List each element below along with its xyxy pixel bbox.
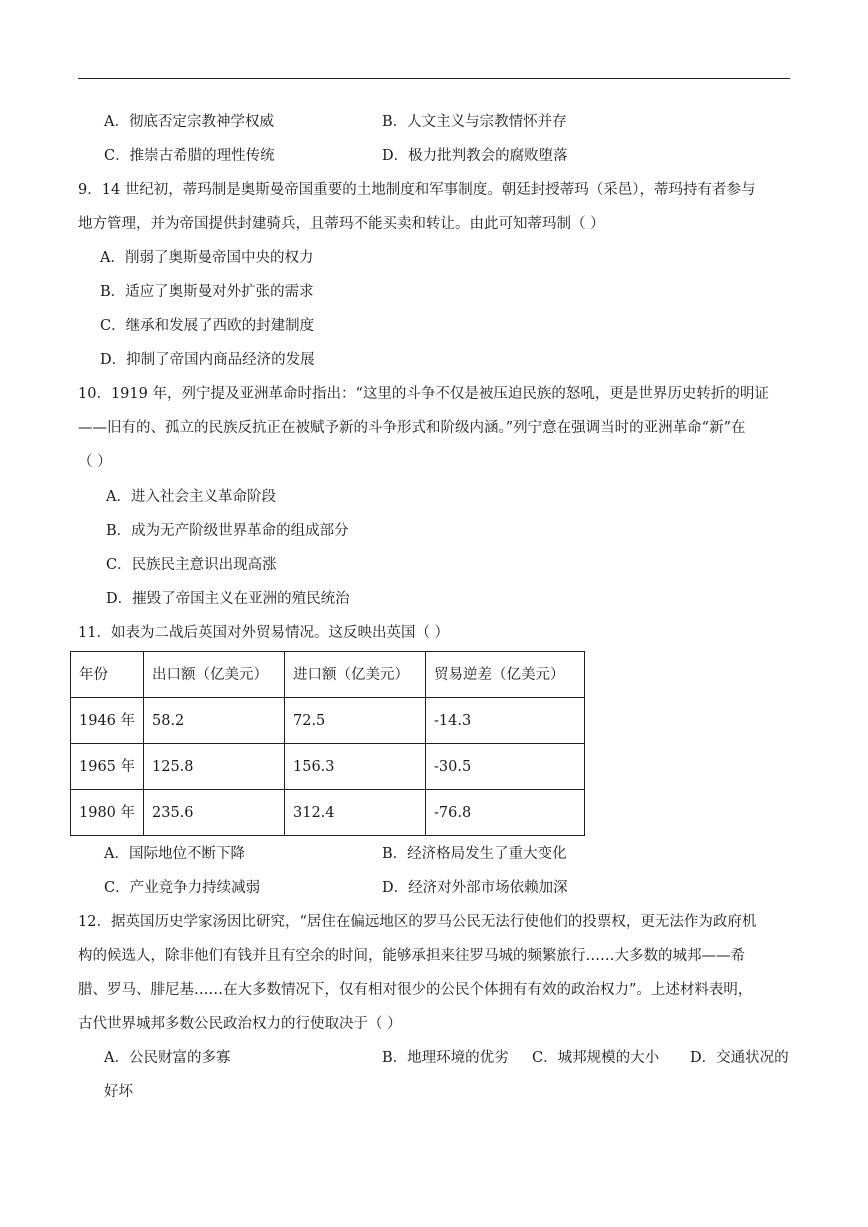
cell-export: 125.8 <box>144 744 285 790</box>
q9-option-c[interactable]: C．继承和发展了西欧的封建制度 <box>100 318 315 334</box>
q11-option-b[interactable]: B．经济格局发生了重大变化 <box>382 846 567 862</box>
cell-year: 1965 年 <box>71 744 144 790</box>
q12-stem-line-1: 12．据英国历史学家汤因比研究，“居住在偏远地区的罗马公民无法行使他们的投票权，更无法作为政府机 <box>78 914 757 930</box>
q12-stem-line-4: 古代世界城邦多数公民政治权力的行使取决于（ ） <box>78 1016 402 1032</box>
table-row <box>71 698 585 744</box>
q10-stem-line-2: ——旧有的、孤立的民族反抗正在被赋予新的斗争形式和阶级内涵。”列宁意在强调当时的亚洲革命“新”在 <box>78 420 746 436</box>
cell-import: 156.3 <box>285 744 426 790</box>
q9-stem-line-2: 地方管理，并为帝国提供封建骑兵，且蒂玛不能买卖和转让。由此可知蒂玛制（ ） <box>78 216 605 232</box>
q10-stem-line-1: 10．1919 年，列宁提及亚洲革命时指出：“这里的斗争不仅是被压迫民族的怒吼，更是世界历史转折的明证 <box>78 386 769 402</box>
q11-option-d[interactable]: D．经济对外部市场依赖加深 <box>382 880 568 896</box>
q12-stem-line-3: 腊、罗马、腓尼基……在大多数情况下，仅有相对很少的公民个体拥有有效的政治权力”。上述材料表明， <box>78 982 753 998</box>
cell-deficit: -76.8 <box>426 790 585 836</box>
cell-export: 58.2 <box>144 698 285 744</box>
trade-table <box>70 651 585 836</box>
q8-option-d[interactable]: D．极力批判教会的腐败堕落 <box>382 148 568 164</box>
q12-option-c[interactable]: C．城邦规模的大小 <box>532 1050 660 1066</box>
header-export: 出口额（亿美元） <box>144 652 285 698</box>
cell-import: 72.5 <box>285 698 426 744</box>
q8-option-a[interactable]: A．彻底否定宗教神学权威 <box>104 114 274 130</box>
q12-option-d-continued: 好坏 <box>104 1084 133 1100</box>
header-import: 进口额（亿美元） <box>285 652 426 698</box>
q11-stem: 11．如表为二战后英国对外贸易情况。这反映出英国（ ） <box>78 625 450 641</box>
table-row <box>71 744 585 790</box>
q12-stem-line-2: 构的候选人，除非他们有钱并且有空余的时间，能够承担来往罗马城的频繁旅行……大多数的城邦——希 <box>78 948 745 964</box>
q10-option-b[interactable]: B．成为无产阶级世界革命的组成部分 <box>106 523 349 539</box>
cell-year: 1980 年 <box>71 790 144 836</box>
header-deficit: 贸易逆差（亿美元） <box>426 652 585 698</box>
q10-option-a[interactable]: A．进入社会主义革命阶段 <box>106 489 276 505</box>
q12-option-d[interactable]: D．交通状况的 <box>690 1050 789 1066</box>
q9-option-d[interactable]: D．抑制了帝国内商品经济的发展 <box>100 352 315 368</box>
q8-option-c[interactable]: C．推崇古希腊的理性传统 <box>104 148 275 164</box>
q10-option-d[interactable]: D．摧毁了帝国主义在亚洲的殖民统治 <box>106 591 350 607</box>
q9-stem-line-1: 9．14 世纪初，蒂玛制是奥斯曼帝国重要的土地制度和军事制度。朝廷封授蒂玛（采邑），蒂玛持有者参与 <box>78 182 756 198</box>
header-rule <box>78 78 790 79</box>
q8-option-b[interactable]: B．人文主义与宗教情怀并存 <box>382 114 567 130</box>
header-year: 年份 <box>71 652 144 698</box>
table-header-row <box>71 652 585 698</box>
q9-option-a[interactable]: A．削弱了奥斯曼帝国中央的权力 <box>100 250 314 266</box>
q11-option-a[interactable]: A．国际地位不断下降 <box>104 846 245 862</box>
q9-option-b[interactable]: B．适应了奥斯曼对外扩张的需求 <box>100 284 314 300</box>
q12-option-b[interactable]: B．地理环境的优劣 <box>382 1050 509 1066</box>
cell-import: 312.4 <box>285 790 426 836</box>
cell-deficit: -30.5 <box>426 744 585 790</box>
cell-year: 1946 年 <box>71 698 144 744</box>
table-row <box>71 790 585 836</box>
q10-stem-line-3: （ ） <box>78 454 112 470</box>
cell-export: 235.6 <box>144 790 285 836</box>
cell-deficit: -14.3 <box>426 698 585 744</box>
q10-option-c[interactable]: C．民族民主意识出现高涨 <box>106 557 277 573</box>
q11-option-c[interactable]: C．产业竞争力持续减弱 <box>104 880 261 896</box>
q12-option-a[interactable]: A．公民财富的多寡 <box>104 1050 231 1066</box>
